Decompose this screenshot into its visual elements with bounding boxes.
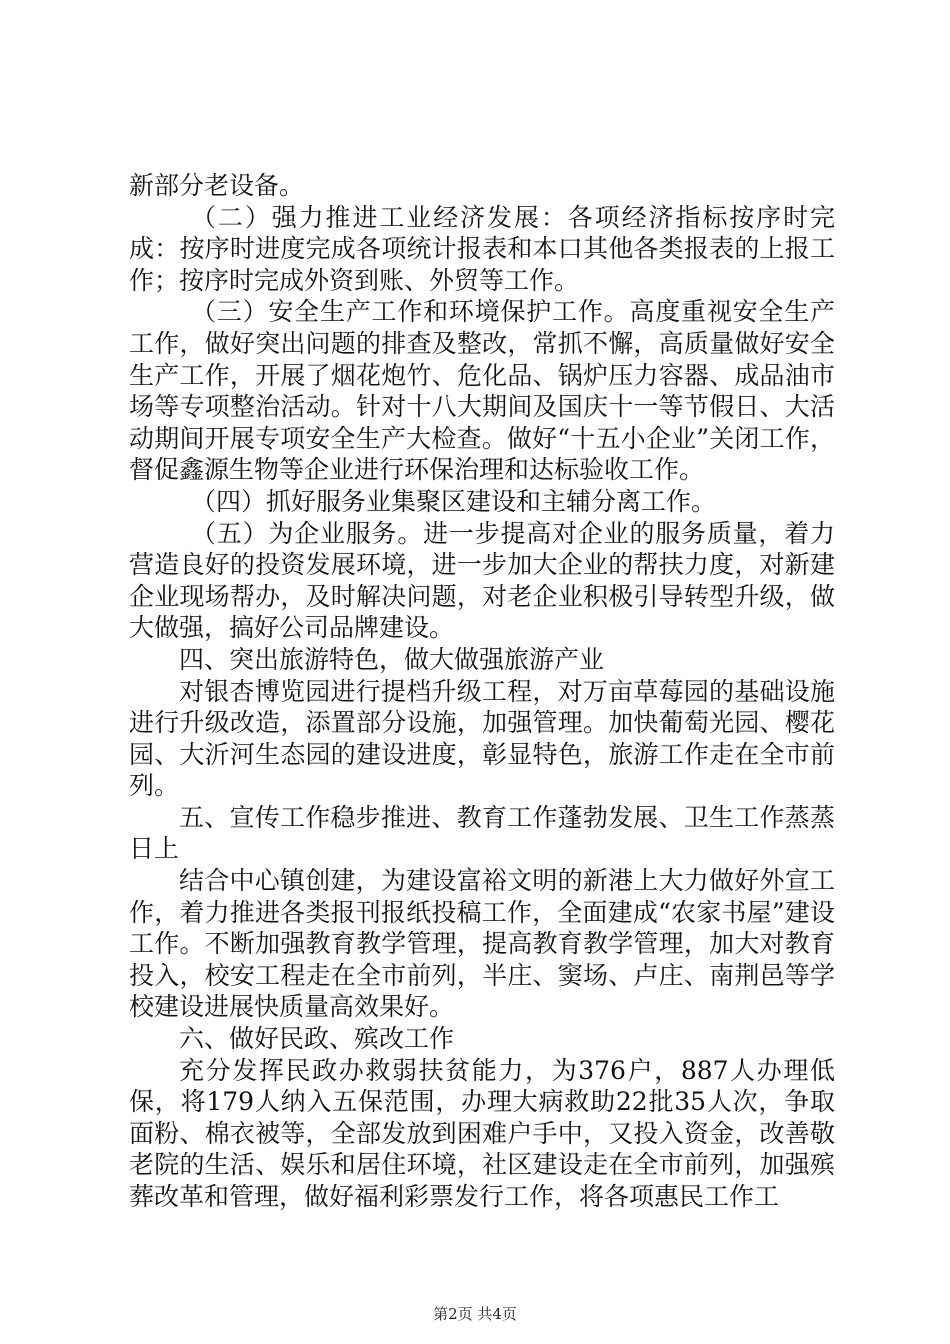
paragraph-industrial-economy: （二）强力推进工业经济发展：各项经济指标按序时完成：按序时进度完成各项统计报表和本口其他各类报表的上报工作；按序时完成外资到账、外贸等工作。 [129,202,835,295]
document-body [129,170,835,1213]
paragraph-civil-affairs: 充分发挥民政办救弱扶贫能力，为376户，887人办理低保，将179人纳入五保范围，办理大病救助22批35人次，争取面粉、棉衣被等，全部发放到困难户手中，又投入资金，改善敬老院的生活、娱乐和居住环境，社区建设走在全市前列，加强殡葬改革和管理，做好福利彩票发行工作，将各项惠民工作工 [129,1055,835,1211]
heading-civil-affairs: 六、做好民政、殡改工作 [179,1024,455,1054]
paragraph-enterprise-service: （五）为企业服务。进一步提高对企业的服务质量，着力营造良好的投资发展环境，进一步加大企业的帮扶力度，对新建企业现场帮办，及时解决问题，对老企业积极引导转型升级，做大做强，搞好公司品牌建设。 [129,518,835,643]
paragraph-service-industry: （四）抓好服务业集聚区建设和主辅分离工作。 [191,486,717,516]
heading-tourism: 四、突出旅游特色，做大做强旅游产业 [179,644,605,674]
page-number-footer: 第2页 共4页 [433,1305,517,1323]
paragraph-safety-environment: （三）安全生产工作和环境保护工作。高度重视安全生产工作，做好突出问题的排查及整改，常抓不懈，高质量做好安全生产工作，开展了烟花炮竹、危化品、锅炉压力容器、成品油市场等专项整治活动。针对十八大期间及国庆十一等节假日、大活动期间开展专项安全生产大检查。做好“十五小企业”关闭工作，督促鑫源生物等企业进行环保治理和达标验收工作。 [129,297,835,485]
paragraph-publicity-education: 结合中心镇创建，为建设富裕文明的新港上大力做好外宣工作，着力推进各类报刊报纸投稿工作，全面建成“农家书屋”建设工作。不断加强教育教学管理，提高教育教学管理，加大对教育投入，校安工程走在全市前列，半庄、窦场、卢庄、南荆邑等学校建设进展快质量高效果好。 [129,866,835,1022]
paragraph-tourism: 对银杏博览园进行提档升级工程，对万亩草莓园的基础设施进行升级改造，添置部分设施，加强管理。加快葡萄光园、樱花园、大沂河生态园的建设进度，彰显特色，旅游工作走在全市前列。 [129,676,835,801]
heading-publicity-education-health: 五、宣传工作稳步推进、教育工作蓬勃发展、卫生工作蒸蒸日上 [129,802,835,864]
paragraph-continuation: 新部分老设备。 [129,171,305,200]
